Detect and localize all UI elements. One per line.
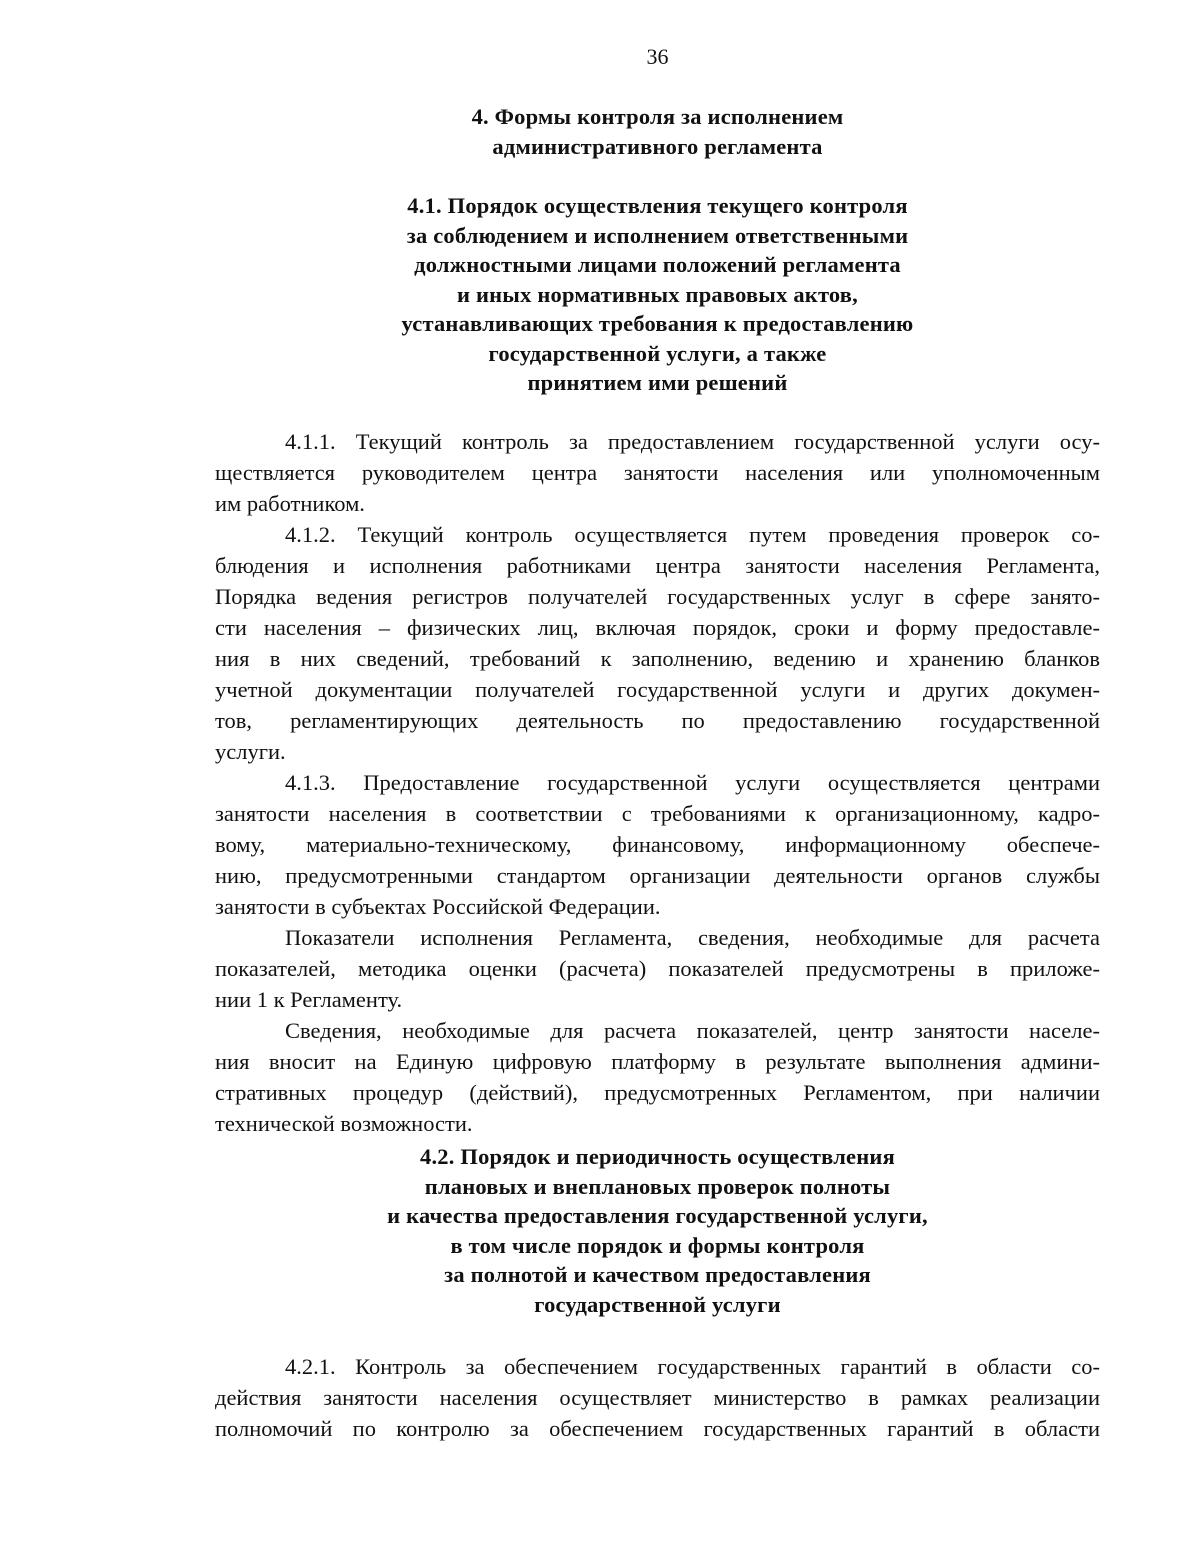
heading-line: государственной услуги, а также xyxy=(488,340,827,366)
paragraph-line: нию, предусмотренными стандартом организации деятельности органов службы xyxy=(215,863,1100,888)
paragraph-line: Показатели исполнения Регламента, сведения, необходимые для расчета xyxy=(285,925,1100,950)
paragraph-line: действия занятости населения осуществляет министерство в рамках реализации xyxy=(215,1385,1100,1410)
paragraph-line: учетной документации получателей государственной услуги и других докумен- xyxy=(215,677,1100,702)
paragraph-line: 4.2.1. Контроль за обеспечением государственных гарантий в области со- xyxy=(285,1354,1100,1379)
heading-line: 4.1. Порядок осуществления текущего контроля xyxy=(407,193,908,218)
section-heading xyxy=(215,102,1100,161)
paragraph-line: нии 1 к Регламенту. xyxy=(215,987,403,1012)
paragraph-line: занятости в субъектах Российской Федерации. xyxy=(215,894,661,919)
heading-line: в том числе порядок и формы контроля xyxy=(450,1232,865,1258)
paragraph-line: сти населения – физических лиц, включая порядок, сроки и форму предоставле- xyxy=(215,615,1100,640)
subsection-4-1-body xyxy=(215,426,1100,1139)
paragraph-line: ния в них сведений, требований к заполнению, ведению и хранению бланков xyxy=(215,646,1100,671)
heading-line: 4.2. Порядок и периодичность осуществления xyxy=(420,1144,895,1169)
heading-line: должностными лицами положений регламента xyxy=(414,252,901,277)
subsection-4-2-body xyxy=(215,1351,1100,1444)
paragraph-line: ществляется руководителем центра занятости населения или уполномоченным xyxy=(215,460,1100,485)
subsection-4-1-heading xyxy=(215,191,1100,398)
paragraph-line: 4.1.2. Текущий контроль осуществляется путем проведения проверок со- xyxy=(285,522,1100,547)
paragraph-line: Порядка ведения регистров получателей государственных услуг в сфере занято- xyxy=(215,584,1100,609)
heading-line: за полнотой и качеством предоставления xyxy=(444,1262,871,1287)
heading-line: принятием ими решений xyxy=(527,370,788,395)
heading-line: устанавливающих требования к предоставлению xyxy=(401,311,914,336)
heading-line: административного регламента xyxy=(492,133,823,159)
paragraph-line: Сведения, необходимые для расчета показателей, центр занятости населе- xyxy=(285,1018,1100,1043)
page-number: 36 xyxy=(646,44,669,69)
paragraph-line: полномочий по контролю за обеспечением государственных гарантий в области xyxy=(215,1416,1100,1441)
paragraph-line: технической возможности. xyxy=(215,1111,473,1136)
heading-line: 4. Формы контроля за исполнением xyxy=(471,104,844,129)
paragraph-line: вому, материально-техническому, финансовому, информационному обеспече- xyxy=(215,832,1100,857)
paragraph-line: ния вносит на Единую цифровую платформу в результате выполнения админи- xyxy=(215,1049,1100,1074)
subsection-4-2-heading xyxy=(215,1142,1100,1319)
paragraph-line: стративных процедур (действий), предусмотренных Регламентом, при наличии xyxy=(215,1080,1100,1105)
heading-line: и иных нормативных правовых актов, xyxy=(456,281,858,307)
paragraph-line: блюдения и исполнения работниками центра занятости населения Регламента, xyxy=(215,553,1100,578)
heading-line: плановых и внеплановых проверок полноты xyxy=(424,1173,891,1199)
paragraph-line: занятости населения в соответствии с требованиями к организационному, кадро- xyxy=(215,801,1100,826)
paragraph-line: им работником. xyxy=(215,491,365,516)
heading-line: государственной услуги xyxy=(534,1291,781,1317)
paragraph-line: 4.1.1. Текущий контроль за предоставлением государственной услуги осу- xyxy=(285,429,1100,454)
paragraph-line: тов, регламентирующих деятельность по предоставлению государственной xyxy=(215,708,1100,733)
paragraph-line: показателей, методика оценки (расчета) показателей предусмотрены в приложе- xyxy=(215,956,1100,981)
paragraph-line: 4.1.3. Предоставление государственной услуги осуществляется центрами xyxy=(285,770,1100,795)
heading-line: за соблюдением и исполнением ответственными xyxy=(406,222,909,248)
heading-line: и качества предоставления государственной услуги, xyxy=(387,1203,928,1228)
paragraph-line: услуги. xyxy=(215,739,286,764)
